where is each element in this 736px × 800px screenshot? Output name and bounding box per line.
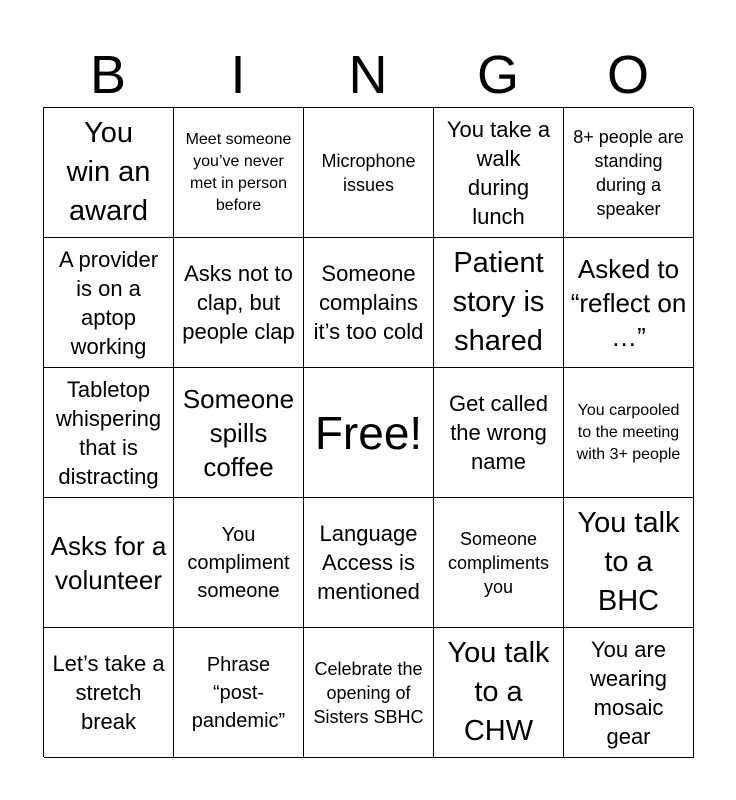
cell-text: Asks not to clap, but people clap bbox=[182, 261, 295, 344]
cell-text: Tabletop whispering that is distracting bbox=[55, 376, 162, 489]
bingo-cell[interactable] bbox=[434, 498, 564, 628]
header-letter-o: O bbox=[606, 45, 649, 105]
bingo-cell[interactable] bbox=[564, 628, 694, 758]
bingo-cell[interactable] bbox=[564, 238, 694, 368]
bingo-cell[interactable] bbox=[434, 108, 564, 238]
bingo-cell[interactable] bbox=[564, 108, 694, 238]
cell-text: Free! bbox=[314, 406, 423, 459]
bingo-cell[interactable] bbox=[174, 108, 304, 238]
cell-text: Asked to “reflect on …” bbox=[570, 253, 687, 352]
bingo-cell[interactable] bbox=[304, 238, 434, 368]
cell-text: You carpooled to the meeting with 3+ people bbox=[576, 401, 681, 463]
cell-text: Microphone issues bbox=[321, 150, 416, 195]
bingo-cell[interactable] bbox=[304, 628, 434, 758]
bingo-cell[interactable] bbox=[174, 498, 304, 628]
cell-text: Someone compliments you bbox=[447, 528, 550, 597]
cell-text: You win an award bbox=[66, 117, 151, 227]
bingo-cell[interactable] bbox=[434, 628, 564, 758]
bingo-cell[interactable] bbox=[304, 498, 434, 628]
bingo-cell[interactable] bbox=[44, 238, 174, 368]
cell-text: You talk to a BHC bbox=[577, 507, 680, 617]
cell-text: Let’s take a stretch break bbox=[52, 651, 165, 734]
header-letter-b: B bbox=[89, 45, 127, 105]
bingo-cell[interactable] bbox=[434, 368, 564, 498]
cell-text: Meet someone you’ve never met in person before bbox=[185, 130, 292, 214]
bingo-cell[interactable] bbox=[434, 238, 564, 368]
bingo-cell[interactable] bbox=[44, 108, 174, 238]
cell-text: You take a walk during lunch bbox=[446, 116, 551, 229]
bingo-header bbox=[43, 42, 693, 108]
bingo-cell[interactable] bbox=[174, 238, 304, 368]
bingo-cell[interactable] bbox=[564, 498, 694, 628]
cell-text: Get called the wrong name bbox=[448, 391, 549, 474]
cell-text: 8+ people are standing during a speaker bbox=[573, 126, 684, 219]
bingo-cell[interactable] bbox=[44, 628, 174, 758]
header-letter-n: N bbox=[348, 45, 388, 105]
bingo-cell[interactable] bbox=[304, 108, 434, 238]
header-letter-g: G bbox=[476, 45, 519, 105]
bingo-cell[interactable] bbox=[44, 368, 174, 498]
cell-text: You talk to a CHW bbox=[447, 637, 550, 747]
cell-text: Language Access is mentioned bbox=[317, 521, 420, 604]
cell-text: Phrase “post-pandemic” bbox=[191, 653, 286, 732]
bingo-cell[interactable] bbox=[564, 368, 694, 498]
bingo-cell[interactable] bbox=[44, 498, 174, 628]
cell-text: Asks for a volunteer bbox=[50, 530, 167, 595]
cell-text: Patient story is shared bbox=[452, 247, 545, 357]
cell-text: Someone spills coffee bbox=[182, 383, 295, 482]
cell-text: Celebrate the opening of Sisters SBHC bbox=[313, 658, 424, 727]
bingo-cell-free[interactable] bbox=[304, 368, 434, 498]
cell-text: A provider is on a aptop working bbox=[58, 246, 159, 359]
cell-text: Someone complains it’s too cold bbox=[313, 261, 424, 344]
bingo-cell[interactable] bbox=[174, 628, 304, 758]
header-letter-i: I bbox=[230, 45, 246, 105]
cell-text: You are wearing mosaic gear bbox=[589, 636, 668, 749]
bingo-cell[interactable] bbox=[174, 368, 304, 498]
cell-text: You compliment someone bbox=[187, 523, 290, 602]
bingo-grid bbox=[43, 107, 693, 757]
